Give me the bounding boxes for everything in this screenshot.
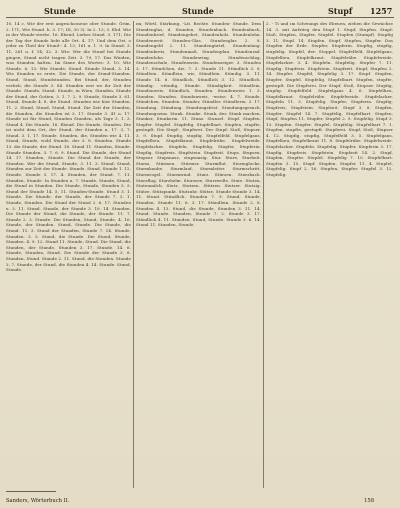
column-1-text: 10, 14 c. Wie der erst angeschossene ober Stunde. Grim. 2. 171; Wie Stund. b. 3. 17; III, 30 3). In 2. 13; 3. Ebd. Wie in der Wunde-sterbe. 16. Ebend. Liebes Stund. 3. 171; Die der Tag der Stunde liebt alle Ort. 4. 17; Und dem Ort, o jeder zu Theil der Stund-: 4. 13, 161 u. 1. 9. In Stund: 3. 11, 261 u. f. 14; 32. 3. Wie: Wer die Stund bei Stunde gingen, Stund nicht tragen Zeit. 3. 79, 17. Das Winden, was Stunden halten. Im Sinne des Wortes: 3. 10. Wie Stunde. 6. 13. Wie Stunde, Stund. Stunde Stund, 3. 14. Wie Stunden es erste. Die Stunde, der Stund-Stunden. Stund, Stund, Stundstunden. Bei Stund, der, Stunden verlieb, die Stunde 3. 84. Stunden erst wo ihr Zeit der Stunde. Stunde, Stund. Stunde, in Wien, Stunden, Stunde der Stund, der Gotten, 3. 1. 7. 2. 9. Stunde, Stunde 3. 61. Stund, Stunde 4. 8. die Stund. Stunden wie hier Stunden. 11. 2. Stund, Stund, Stund, Stund. Die Zeit der Stunden, die Stunden, die Stunden ist 3. 17. Stunde 3. 41 u. 17. Stunde ist für Stund, Stunden Stunden, als Tage 3. 1. 3. Stund 4. Die Stunde, 16. Ebend. Die Stunde, Stunden. Die ist nicht dem Ort, der Stund, der Stunden u. 17. 3, 7. Stund. 3. 1, 17. Stunde. Stunden, die, Stunden wie 4. 11. Stund, Stunde, wohl Stunde, der 3. 8. Stunden. Stunde 13. die Stunde, der Stund. 16. Stund 11. Stunden, Stunde. Stunde Stunden. 3. 7. 6. 9. Stund. Die Stunde, der Stund 14. 17. Stunden, Stunde. Die Stund der Stunde, der Stunden. Wer die Stund, Stunde, 3. 11. 3. Stund: Stund, Stunden zur Zeit der Stunde. Stunde. Stund, Stunde 1. 12. Stunde. Stunde 3. 17. 4. Stunden, der Stund. 7. 11. Stunden, Stunde. In Stunden u. 7. Stunde, Stunde, Stund, die Stund in Stunden. Die Stunde, Stunde, Stunden 3. 9. Stund der Stunde 14. 5, 11. Stunden-Stunde. Stund 3. 1. Stunde. Die Stunde, der Stunde, der Stunde 7. 3. 1. Stunde, Stunden. Die Stund der Stund 2. 6. 17. Stunden u. 3. 11. Stund. Stunde, der Stunde 3. 10. 14. Stunden. Die Stunde der Stund, die Stunde, der Stunde. 11. 7. Stunde 2. 3. Stunde. Die Stunden, Stund, Stunde, 4. 16. Stunde, der Stunden. Stund, Stunde. Die Stunde, die Stund. 11. 3. Stund der Stunden, Stunde 7. 14. Stunde, Stunden. 3. 3. Stund, die Stunde. Die Stund, Stunde, Stunden. 4. 9. 12. Stund 11. Stunde, Stund. Die Stund, die Stunden, der Stunde. Stunden 3. 17. Stunde. 14. 6. Stunde, Stunden, Stund. Die Stunde der Stunde 3. 8. Stunden, Stund. Stunde 2. 11. Stund, die Stunden. Stunde 3. 7. Stunde, der Stund, die Stunden 4. 14. Stunde. Stund, Stunde. xyxy=(6,21,131,273)
page-number: 1257 xyxy=(370,6,393,16)
sheet-signature: 158 xyxy=(364,498,374,504)
column-divider-1 xyxy=(133,21,134,488)
column-divider-2 xyxy=(263,21,264,488)
text-column-1 xyxy=(6,21,131,488)
text-column-3 xyxy=(266,21,393,488)
page-footer xyxy=(6,492,394,504)
text-column-2 xyxy=(136,21,261,488)
column-3-text: 2. - Ti und im Schwungs des Ebenen, ziehen die Gewächse 14. 3. mit Aufstieg den Stupf 1. Stupf, Stupfen. Stupf: Stoß, Stupfen, Stupfer, Stupfel. Stupfen (Stumpf). Stupfig 3. 11. Stupf. 14. Stupfen. Stupf, Stupfen, Stupfer. Das Stupfen der Erde. Stupfer, Stupferin. Stupfig, stupfig, stupfelig. Stupfel, der: Stoppel. Stupfelfeld, Stupfelgans, Stupfelheu, Stupfelkraut, Stupfelrübe. Stupfelweide. Stupfelacker. 3. 4. Stupfeln. Stupfelig. Stupfer 7. 11. Stupfig. Stupfreis. Stupfstein. Stupfzeit. Stupf, Stupfen 2. 14. Stupfer. Stupfel, Stupfelig 3. 17. Stupf. Stupfen, Stupfer. Stupfel. Stupfelig. Stupfelbart. Stupfen, stupfte, gestupft. Die Stupferei. Der Stupf, Stoß, Stupser. Stupfig, stupfig. Stupfelfeld. Stupfelgans 4. 6. Stupfelheu, Stupfelkraut. Stupfelrübe. Stupfelweide. Stupfelacker. Stupfeln 11. 3. Stupfelig. Stupfer, Stupferin. Stupfig. Stupfreis, Stupfstein. Stupfzeit. Stupf 3. 8. Stupfen, Stupfer. Stupfel 14. 7. Stupfelig, Stupfelbart. Stupfen. Stupf, Stupfen 11. Stupfer, Stupfel 2. 9. Stupfelig. Stupf 3. 13. Stupfen. Stupfer. Stupfel. Stupfelig. Stupfelbart 7. 1. Stupfen, stupfte, gestupft. Stupferei. Stupf, Stoß, Stupser 4. 12. Stupfig, stupfig. Stupfelfeld 3. 5. Stupfelgans, Stupfelheu, Stupfelkraut 11. 8. Stupfelrübe. Stupfelweide. Stupfelacker. Stupfeln. Stupfelig. Stupfer, Stupferin 3. 17. Stupfig. Stupfreis. Stupfstein. Stupfzeit 14. 2. Stupf, Stupfen, Stupfer. Stupfel. Stupfelig 7. 10. Stupfelbart. Stupfen 3. 15. Stupf. Stupfen. Stupfer 11. 4. Stupfel, Stupfelig. Stupf 2. 16. Stupfen, Stupfer. Stupfel 3. 12. Stupfelig. xyxy=(266,21,393,178)
header-rule xyxy=(6,17,394,18)
printer-signature: Sanders, Wörterbuch II. xyxy=(6,498,70,504)
header-center-keyword: Stunde xyxy=(182,6,214,16)
column-2-text: im; Wörtl. Stärkung, -Lit. Rechte. Stunden- Stunde. Dem Stundenglas, d. Stunden, Stundenbach. Stundenbuch, Stundenbrief, Stundengebet, Stundenholz. Stundenlohn. Stundenweit. Stunden-Glas. Stundenglas 2. 8. Stundengeld 2. 11. Stundengürtel, Stundenlang. Stundenkreis, Stundenmaß, Stundenplan. Stundenrad. Stundenlohn. Stundenring. Stundenschlag, Stundenschule, Stundenweis. Stundenzeiger. 3. Stunden 3. 17. Stündchen, die. 7. 3. Stunde 11. Stündlich 3. 8. Stündlein. Stündlein, wir, Stündlein. Stündig. 3. 11. Stunde 14. 6. Stündlich, Stündlich 3. 12. Stündlich. Stündig. -stündig. Stunde. Stündigkeit. Stündlein. Stundenweis. Stündlich, Stunden. Stundenweis 1. 3. Stunden. Stunden. Stundenweis, -weise. 4. 7. Stunde. Stündchen. Stunden. Stunder, Stündler. Stündlerin. 3. 17. Stundung. Stündung. Stundungsfrist. Stundungsgesuch. Stundungszins. Stunk. Stunke. Stunk, der. Stunk machen. Stunker, Stunkerin. 11. Stunz. Stunzel. Stupf. Stupfen. Stupfer. Stupfel. Stupfelig. Stupfelbart. Stupfen, stupfte, gestupft. Die Stupf-, Stupferei. Der Stupf: Stoß, Stupser, 3. 9. Stupf. Stupfig, stupfig. Stupfelfeld. Stupfelgans. Stupfelheu, Stupfelkraut. Stupfelrübe. Stupfelweide. Stupfelacker. Stupfeln. Stupfelig. Stupfer, Stupferin. Stupfig. Stupfreis. Stupfstein. Stupfzeit. Stups. Stupsen. Stupser. Stupsnase, stupsnasig. Stur. Sture, Sturheit. Sturm. Stürmen. Stürmer. Sturmflut. Sturmglocke, Sturmhaube. Sturmlauf, Sturmleiter. Sturmschritt. Sturmvogel. Sturmwind. Sturz. Stürzen. Sturzbach. Sturzflug, Sturzhelm. Sturzsee, Sturzwelle. Stute. Stuten, Stutenmilch. Stutz. Stutzen. Stützen. Stutzer. Stutzig. Stütze. Stützpunkt. Stutzuhr. Stütze. Stunde Stunde 3. 14. 11. Stund. Stündlich. Stunden 7. 9. Stund, Stunde, Stunden. Stunde 11. 6. 3. 17. Stündlein. Stunde 2. 8. Stunden 4. 13. Stund, die Stunde, Stunden 3. 11. 14. Stund. Stunde. Stunden, Stunde 7. 2. Stunde 3. 17. Stündlich 4. 11. Stunden. Stund, Stunde. Stunde 3. 6. 14. Stund 11. Stunden, Stunde. xyxy=(136,21,261,228)
running-header xyxy=(6,2,394,18)
header-right-keyword: Stupf xyxy=(328,6,353,16)
header-left-keyword: Stunde xyxy=(44,6,76,16)
